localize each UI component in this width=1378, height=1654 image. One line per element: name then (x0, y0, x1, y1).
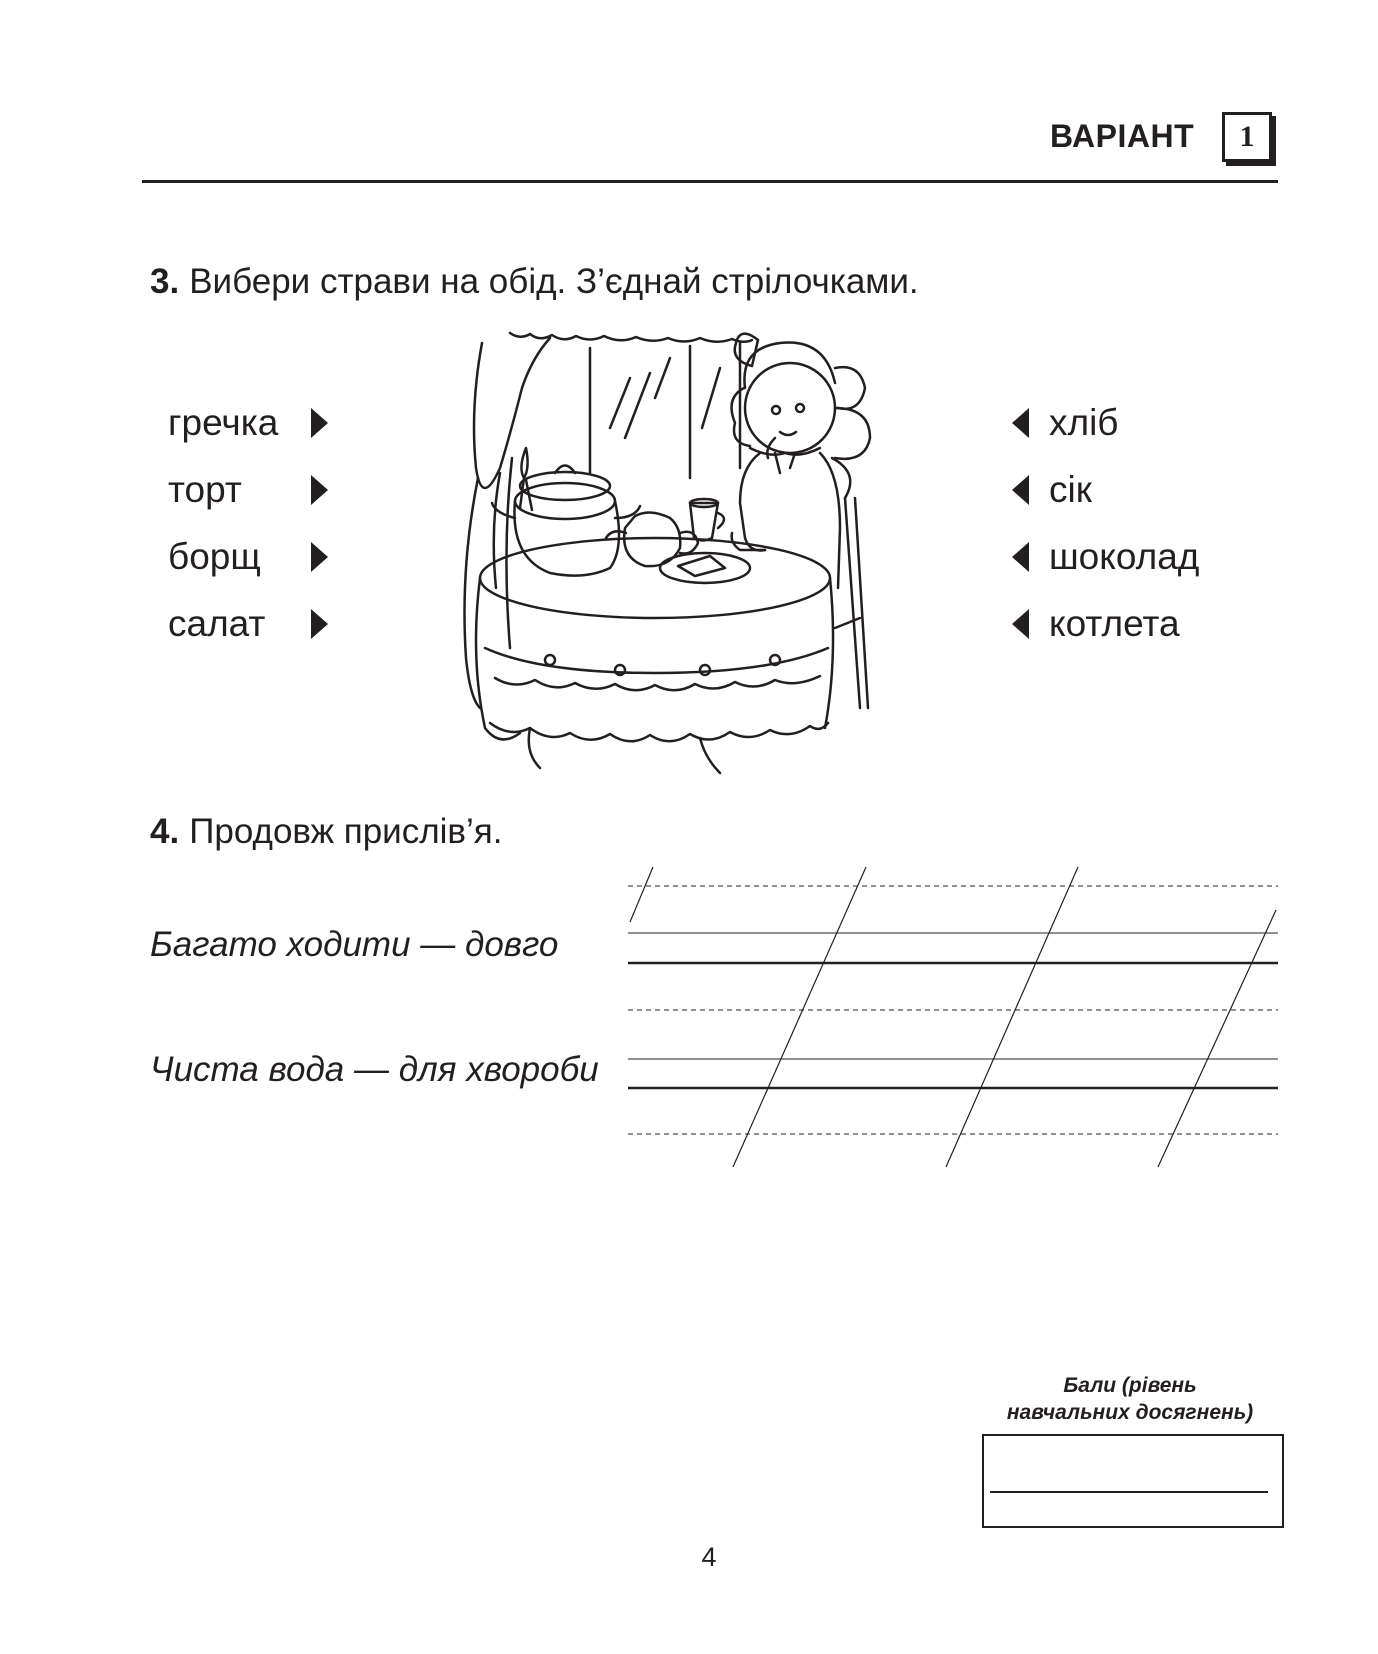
variant-title: ВАРІАНТ (1050, 118, 1195, 154)
food-item-right[interactable] (1012, 469, 1092, 511)
score-label-line-1: Бали (рівень (1063, 1374, 1197, 1397)
food-label: салат (168, 603, 266, 644)
food-item-right[interactable] (1012, 402, 1119, 444)
task-3-number: 3. (150, 262, 180, 301)
arrow-right-icon (311, 475, 328, 505)
page-number: 4 (701, 1542, 717, 1572)
score-entry-line (990, 1491, 1268, 1493)
header-divider (142, 180, 1278, 183)
girl-at-table-illustration (440, 328, 960, 788)
task-3-title (150, 262, 919, 302)
arrow-right-icon (311, 542, 328, 572)
arrow-right-icon (311, 408, 328, 438)
variant-number-box: 1 (1222, 112, 1272, 162)
food-item-right[interactable] (1012, 536, 1199, 578)
handwriting-lines[interactable] (628, 862, 1278, 1172)
proverb-2: Чиста вода — для хвороби (150, 1050, 599, 1089)
food-item-left[interactable] (168, 603, 328, 645)
task-4-title (150, 812, 502, 852)
task-3-text: Вибери страви на обід. З’єднай стрілочками. (189, 262, 919, 301)
food-item-left[interactable] (168, 536, 328, 578)
score-box[interactable] (982, 1434, 1284, 1528)
food-label: котлета (1049, 603, 1180, 644)
arrow-left-icon (1012, 609, 1029, 639)
food-item-left[interactable] (168, 469, 328, 511)
food-label: сік (1049, 469, 1092, 510)
task-4-number: 4. (150, 812, 180, 851)
food-item-right[interactable] (1012, 603, 1180, 645)
arrow-left-icon (1012, 475, 1029, 505)
food-item-left[interactable] (168, 402, 328, 444)
task-4-text: Продовж прислів’я. (189, 812, 503, 851)
arrow-left-icon (1012, 408, 1029, 438)
food-label: борщ (168, 536, 261, 577)
food-label: хліб (1049, 402, 1119, 443)
proverb-1: Багато ходити — довго (150, 925, 559, 964)
arrow-right-icon (311, 609, 328, 639)
arrow-left-icon (1012, 542, 1029, 572)
food-label: шоколад (1049, 536, 1200, 577)
food-label: гречка (168, 402, 279, 443)
food-label: торт (168, 469, 242, 510)
score-label-line-2: навчальних досягнень) (1006, 1401, 1254, 1424)
score-label (980, 1372, 1280, 1426)
